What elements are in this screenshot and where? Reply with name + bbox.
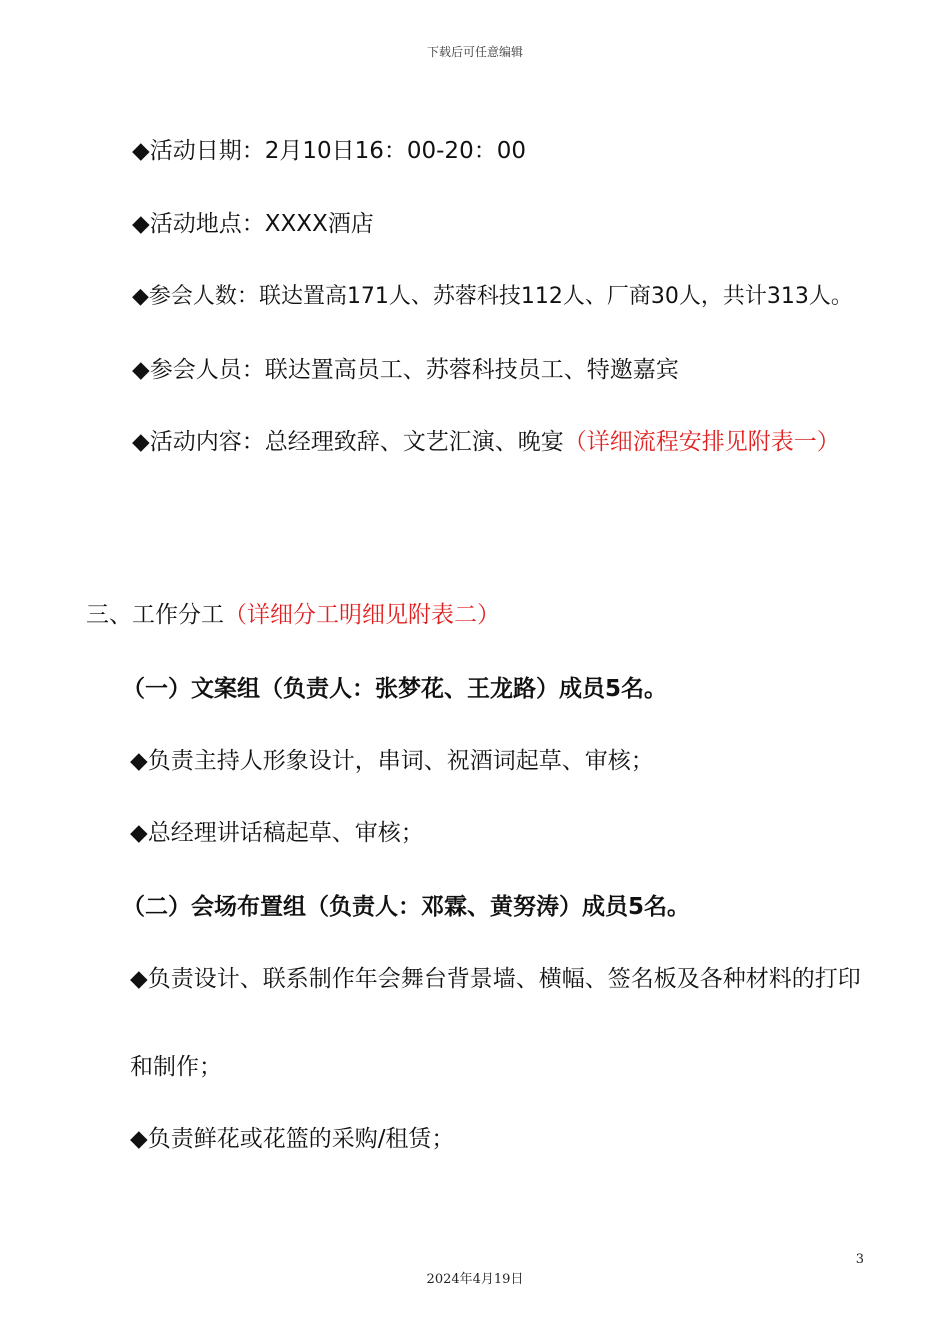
list-item: ◆负责设计、联系制作年会舞台背景墙、横幅、签名板及各种材料的打印: [130, 966, 861, 992]
event-content-label: 活动内容：: [149, 429, 265, 455]
bullet-icon: ◆: [132, 429, 150, 455]
list-item: ◆总经理讲话稿起草、审核；: [130, 820, 424, 846]
event-content-note: （详细流程安排见附表一）: [563, 429, 840, 455]
bullet-icon: ◆: [132, 138, 150, 164]
event-date-line: [132, 136, 526, 166]
attendees-line: [132, 355, 679, 385]
event-content-value: 总经理致辞、文艺汇演、晚宴: [264, 429, 564, 455]
attendees-label: 参会人员：: [149, 357, 265, 383]
list-item: ◆负责鲜花或花篮的采购/租赁；: [130, 1126, 455, 1152]
list-item: ◆负责主持人形象设计，串词、祝酒词起草、审核；: [130, 748, 654, 774]
attendee-count-label: 参会人数：: [148, 284, 259, 309]
event-location-label: 活动地点：: [149, 211, 265, 237]
section-heading: [86, 600, 500, 630]
list-item-continuation: 和制作；: [130, 1054, 222, 1080]
page-number: 3: [855, 1252, 864, 1267]
event-location-line: [132, 209, 374, 239]
attendees-value: 联达置高员工、苏蓉科技员工、特邀嘉宾: [264, 357, 679, 383]
bullet-icon: ◆: [132, 211, 150, 237]
section-title: 三、工作分工: [86, 602, 224, 628]
bullet-icon: ◆: [132, 357, 150, 383]
group-heading-copywriting: （一）文案组（负责人：张梦花、王龙路）成员5名。: [122, 676, 668, 702]
attendee-count-line: [132, 282, 853, 312]
event-content-line: [132, 427, 840, 457]
section-note: （详细分工明细见附表二）: [224, 602, 500, 628]
bullet-icon: ◆: [132, 284, 149, 309]
footer-date: 2024年4月19日: [426, 1272, 524, 1287]
group-heading-venue: （二）会场布置组（负责人：邓霖、黄努涛）成员5名。: [122, 894, 691, 920]
event-location-value: XXXX酒店: [264, 211, 374, 237]
attendee-count-value: 联达置高171人、苏蓉科技112人、厂商30人，共计313人。: [258, 284, 853, 309]
event-date-value: 2月10日16：00-20：00: [264, 138, 526, 164]
header-note: 下载后可任意编辑: [426, 45, 523, 59]
event-date-label: 活动日期：: [149, 138, 265, 164]
